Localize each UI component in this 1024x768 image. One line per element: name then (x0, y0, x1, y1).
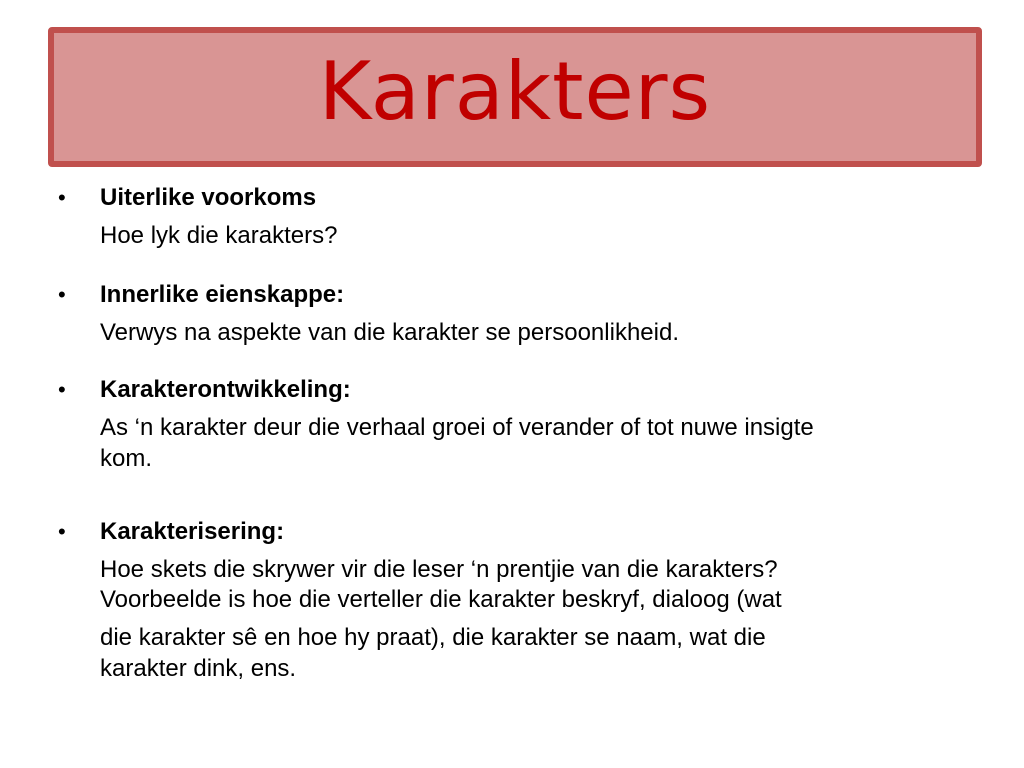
bullet-icon: • (58, 185, 66, 210)
bullet-icon: • (58, 377, 66, 402)
item-text: Verwys na aspekte van die karakter se persoonlikheid. (100, 319, 679, 346)
item-text: Hoe lyk die karakters? (100, 222, 338, 249)
item-text: die karakter sê en hoe hy praat), die karakter se naam, wat die (100, 624, 766, 651)
item-heading: Uiterlike voorkoms (100, 184, 317, 211)
title-box (48, 27, 982, 167)
item-heading: Innerlike eienskappe: (100, 281, 345, 308)
item-heading: Karakterisering: (100, 518, 285, 545)
bullet-icon: • (58, 282, 66, 307)
item-text: Hoe skets die skrywer vir die leser ‘n prentjie van die karakters? (100, 556, 778, 583)
slide-title: Karakters (318, 45, 712, 138)
item-text: As ‘n karakter deur die verhaal groei of verander of tot nuwe insigte (100, 414, 814, 441)
item-text: karakter dink, ens. (100, 655, 297, 682)
bullet-icon: • (58, 519, 66, 544)
item-text: Voorbeelde is hoe die verteller die karakter beskryf, dialoog (wat (100, 586, 782, 613)
item-heading: Karakterontwikkeling: (100, 376, 351, 403)
item-text: kom. (100, 445, 153, 472)
